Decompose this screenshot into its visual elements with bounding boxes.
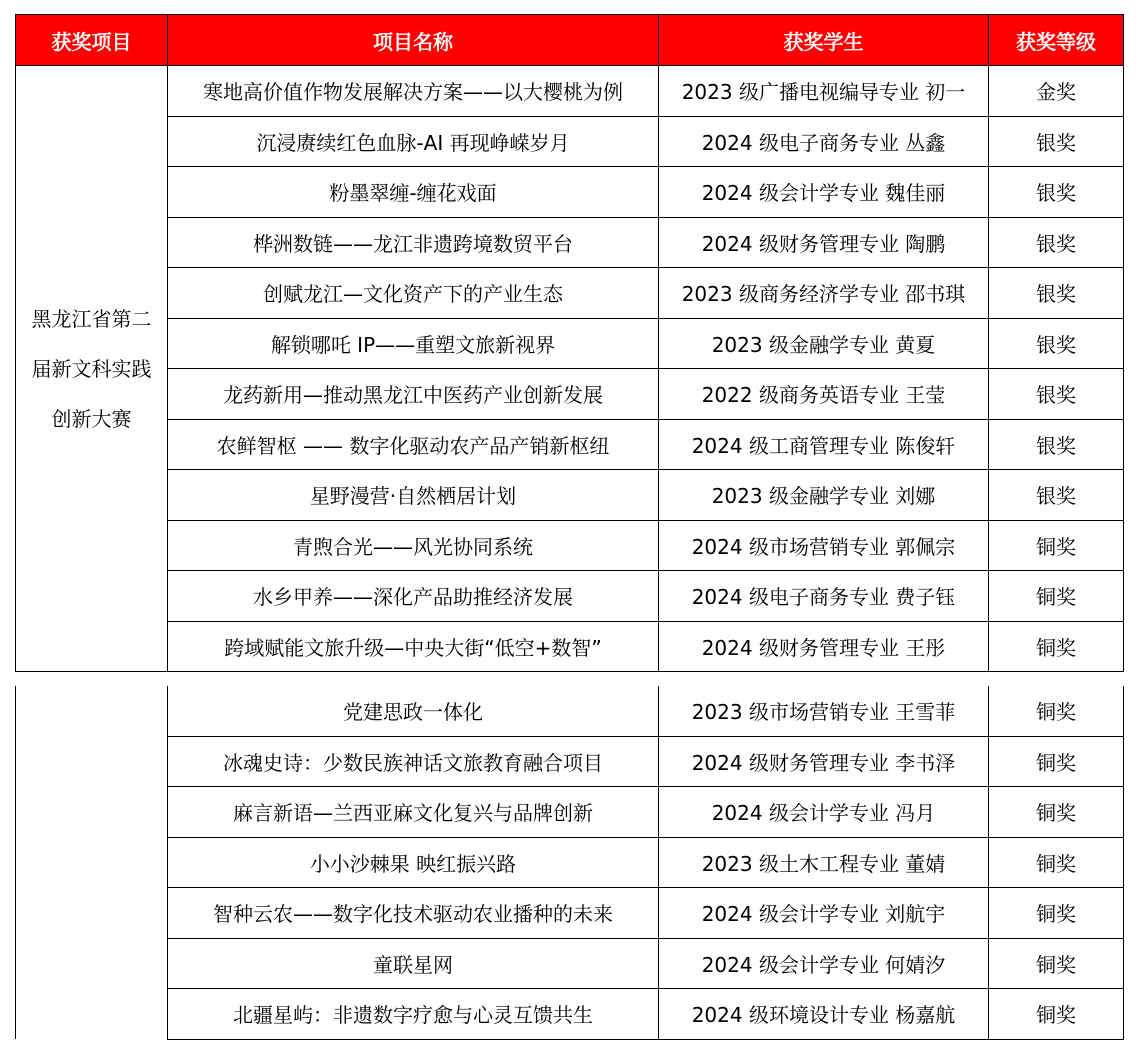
table-row (16, 837, 1124, 888)
student-cell: 2023 级金融学专业 黄夏 (659, 318, 989, 369)
award-level-cell: 金奖 (989, 66, 1124, 117)
project-name-cell: 童联星网 (168, 938, 659, 989)
header-student: 获奖学生 (659, 15, 989, 66)
student-cell: 2024 级市场营销专业 郭佩宗 (659, 520, 989, 571)
project-name-cell: 创赋龙江—文化资产下的产业生态 (168, 268, 659, 319)
project-name-cell: 农鲜智枢 —— 数字化驱动农产品产销新枢纽 (168, 419, 659, 470)
student-cell: 2024 级电子商务专业 丛鑫 (659, 116, 989, 167)
project-name-cell: 跨域赋能文旅升级—中央大街“低空+数智” (168, 621, 659, 672)
header-award-project: 获奖项目 (16, 15, 168, 66)
project-name-cell: 党建思政一体化 (168, 686, 659, 736)
table-row (16, 621, 1124, 672)
student-cell: 2024 级财务管理专业 陶鹏 (659, 217, 989, 268)
project-name-cell: 龙药新用—推动黑龙江中医药产业创新发展 (168, 369, 659, 420)
project-name-cell: 粉墨翠缠-缠花戏面 (168, 167, 659, 218)
awards-table-part2 (15, 686, 1124, 1040)
award-level-cell: 铜奖 (989, 520, 1124, 571)
project-name-cell: 星野漫营·自然栖居计划 (168, 470, 659, 521)
table-row (16, 571, 1124, 622)
table-row (16, 419, 1124, 470)
award-category-continued (16, 686, 168, 1039)
project-name-cell: 青煦合光——风光协同系统 (168, 520, 659, 571)
award-level-cell: 铜奖 (989, 837, 1124, 888)
student-cell: 2024 级会计学专业 魏佳丽 (659, 167, 989, 218)
project-name-cell: 冰魂史诗：少数民族神话文旅教育融合项目 (168, 736, 659, 787)
student-cell: 2024 级会计学专业 刘航宇 (659, 888, 989, 939)
table-header-row (16, 15, 1124, 66)
award-level-cell: 银奖 (989, 419, 1124, 470)
table-row (16, 938, 1124, 989)
project-name-cell: 北疆星屿：非遗数字疗愈与心灵互馈共生 (168, 989, 659, 1040)
award-level-cell: 银奖 (989, 470, 1124, 521)
table-row (16, 369, 1124, 420)
award-level-cell: 银奖 (989, 116, 1124, 167)
awards-table-part1 (15, 14, 1124, 672)
award-level-cell: 银奖 (989, 268, 1124, 319)
award-category: 黑龙江省第二届新文科实践创新大赛 (16, 66, 168, 672)
student-cell: 2024 级会计学专业 何婧汐 (659, 938, 989, 989)
table-row (16, 989, 1124, 1040)
student-cell: 2024 级环境设计专业 杨嘉航 (659, 989, 989, 1040)
table-row (16, 686, 1124, 736)
award-level-cell: 银奖 (989, 217, 1124, 268)
table-row (16, 520, 1124, 571)
project-name-cell: 小小沙棘果 映红振兴路 (168, 837, 659, 888)
project-name-cell: 水乡甲养——深化产品助推经济发展 (168, 571, 659, 622)
project-name-cell: 沉浸赓续红色血脉-AI 再现峥嵘岁月 (168, 116, 659, 167)
table-row (16, 167, 1124, 218)
project-name-cell: 寒地高价值作物发展解决方案——以大樱桃为例 (168, 66, 659, 117)
table-row (16, 888, 1124, 939)
student-cell: 2024 级财务管理专业 李书泽 (659, 736, 989, 787)
student-cell: 2023 级金融学专业 刘娜 (659, 470, 989, 521)
project-name-cell: 智种云农——数字化技术驱动农业播种的未来 (168, 888, 659, 939)
student-cell: 2023 级商务经济学专业 邵书琪 (659, 268, 989, 319)
award-level-cell: 银奖 (989, 167, 1124, 218)
table-row (16, 116, 1124, 167)
table-row (16, 787, 1124, 838)
student-cell: 2024 级电子商务专业 费子钰 (659, 571, 989, 622)
award-level-cell: 铜奖 (989, 888, 1124, 939)
table-row (16, 217, 1124, 268)
header-award-level: 获奖等级 (989, 15, 1124, 66)
award-level-cell: 铜奖 (989, 571, 1124, 622)
student-cell: 2024 级财务管理专业 王彤 (659, 621, 989, 672)
student-cell: 2024 级会计学专业 冯月 (659, 787, 989, 838)
table-row (16, 268, 1124, 319)
student-cell: 2023 级土木工程专业 董婧 (659, 837, 989, 888)
table-row (16, 736, 1124, 787)
project-name-cell: 桦洲数链——龙江非遗跨境数贸平台 (168, 217, 659, 268)
award-level-cell: 铜奖 (989, 686, 1124, 736)
student-cell: 2023 级市场营销专业 王雪菲 (659, 686, 989, 736)
table-row (16, 66, 1124, 117)
table-row (16, 470, 1124, 521)
award-level-cell: 银奖 (989, 369, 1124, 420)
student-cell: 2024 级工商管理专业 陈俊轩 (659, 419, 989, 470)
student-cell: 2023 级广播电视编导专业 初一 (659, 66, 989, 117)
award-level-cell: 铜奖 (989, 621, 1124, 672)
award-level-cell: 铜奖 (989, 989, 1124, 1040)
award-level-cell: 铜奖 (989, 787, 1124, 838)
project-name-cell: 麻言新语—兰西亚麻文化复兴与品牌创新 (168, 787, 659, 838)
header-project-name: 项目名称 (168, 15, 659, 66)
table-row (16, 318, 1124, 369)
award-level-cell: 铜奖 (989, 736, 1124, 787)
award-level-cell: 银奖 (989, 318, 1124, 369)
student-cell: 2022 级商务英语专业 王莹 (659, 369, 989, 420)
project-name-cell: 解锁哪吒 IP——重塑文旅新视界 (168, 318, 659, 369)
award-level-cell: 铜奖 (989, 938, 1124, 989)
